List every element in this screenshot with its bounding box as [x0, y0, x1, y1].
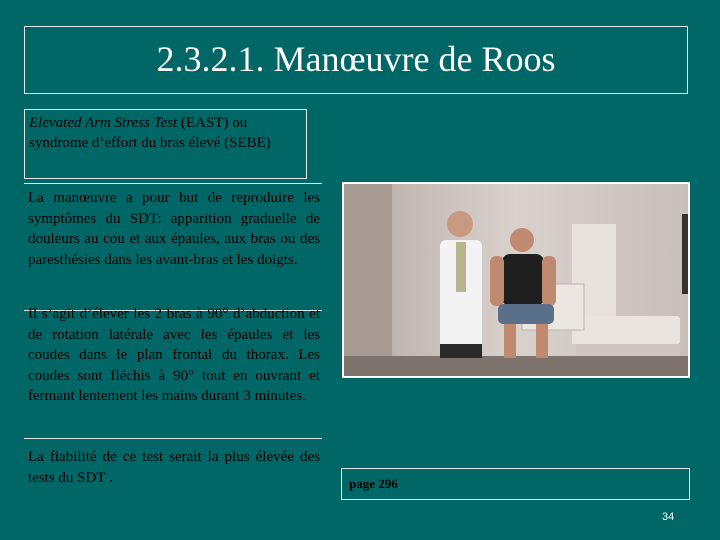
paragraph-reliability: La fiabilité de ce test serait la plus élevée des tests du SDT .: [28, 449, 320, 486]
subtitle: [29, 113, 302, 153]
page-reference: page 296: [349, 476, 398, 491]
page-reference-box: [341, 468, 690, 500]
divider: [24, 438, 322, 439]
slide-title: 2.3.2.1. Manœuvre de Roos: [156, 39, 556, 79]
paragraph-procedure: Il s’agit d’élever les 2 bras à 90° d’abduction et de rotation latérale avec les épaules et les coudes dans le plan frontal du thorax. Les coudes sont fléchis à 90° tout en ouvrant et fermant lentement les mains durant 3 minutes.: [28, 306, 320, 405]
divider: [24, 183, 322, 184]
subtitle-test-name: Elevated Arm Stress Test: [29, 115, 178, 131]
title-box: [24, 26, 688, 94]
paragraph-purpose: La manœuvre a pour but de reproduire les symptômes du SDT: apparition graduelle de douleurs au cou et aux épaules, aux bras ou des paresthésies dans les avant-bras et les doigts.: [28, 190, 320, 268]
slide-number: 34: [662, 511, 675, 523]
exam-room-photo: [342, 182, 690, 378]
exam-room-illustration: [344, 184, 688, 376]
subtitle-box: [24, 109, 307, 179]
subtitle-description: (EAST) ou syndrome d’effort du bras élevé (SEBE): [29, 115, 271, 151]
